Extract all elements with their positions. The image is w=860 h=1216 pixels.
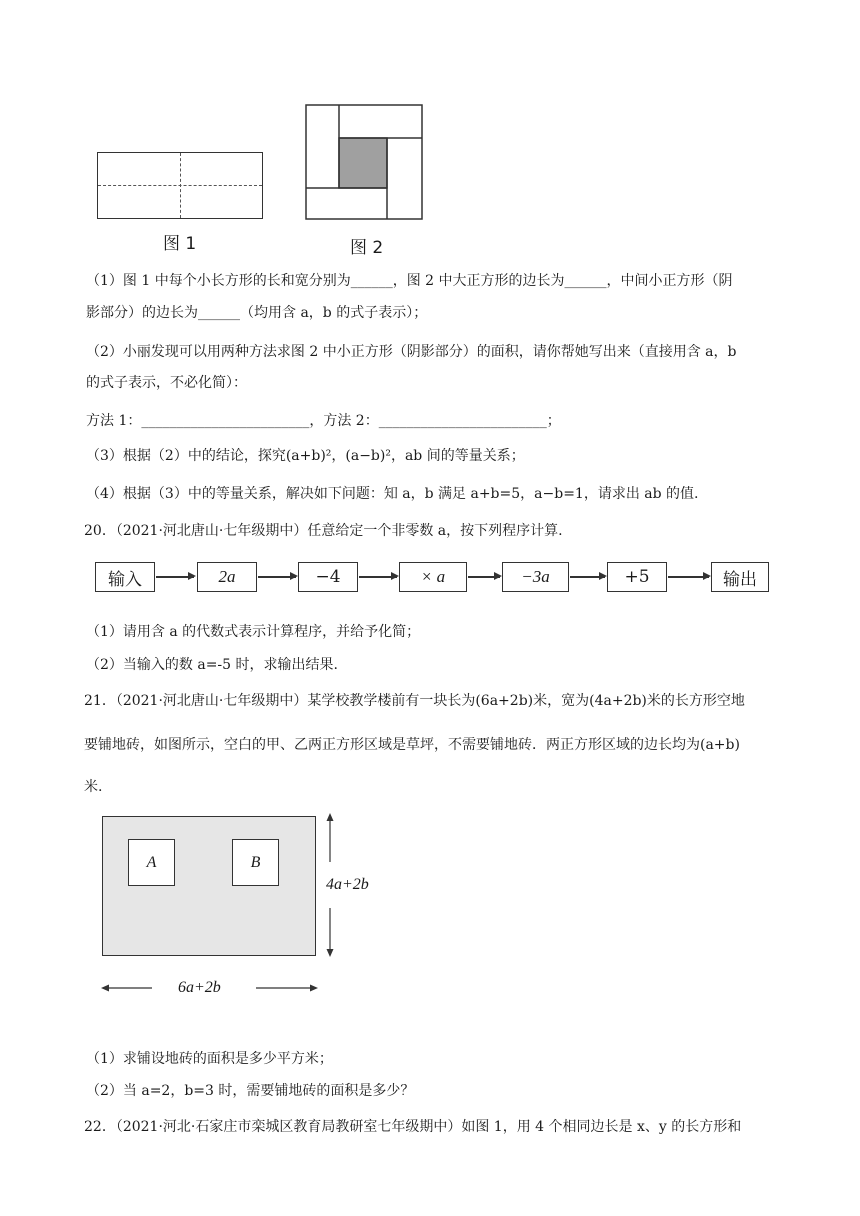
figure-1-dashed-horizontal	[98, 185, 262, 186]
lawn-square-a	[128, 839, 175, 886]
q21-line2: 要铺地砖，如图所示，空白的甲、乙两正方形区域是草坪，不需要铺地砖．两正方形区域的边长均为(a+b)	[84, 737, 740, 753]
q19-part4: （4）根据（3）中的等量关系，解决如下问题：知 a，b 满足 a+b=5，a−b=1，请求出 ab 的值.	[86, 486, 699, 502]
q21-part2: （2）当 a=2，b=3 时，需要铺地砖的面积是多少？	[86, 1083, 415, 1099]
flow-arrow	[156, 576, 194, 578]
flow-step-2a: 2a	[197, 562, 257, 592]
q21-line1: 21．（2021·河北唐山·七年级期中）某学校教学楼前有一块长为(6a+2b)米，宽为(4a+2b)米的长方形空地	[84, 693, 745, 709]
flow-arrow	[468, 576, 500, 578]
q22-line1: 22．（2021·河北·石家庄市栾城区教育局教研室七年级期中）如图 1，用 4 个相同边长是 x、y 的长方形和	[84, 1119, 742, 1135]
q21-part1: （1）求铺设地砖的面积是多少平方米；	[86, 1051, 333, 1067]
width-label: 6a+2b	[178, 979, 221, 996]
q21-line3: 米.	[84, 779, 103, 795]
q20-title: 20．（2021·河北唐山·七年级期中）任意给定一个非零数 a，按下列程序计算.	[84, 523, 563, 539]
flow-step-minus4: −4	[298, 562, 358, 592]
flow-step-times-a: × a	[399, 562, 467, 592]
flow-arrow	[570, 576, 605, 578]
flow-output-box: 输出	[711, 562, 769, 592]
figure-1	[97, 152, 263, 219]
flow-arrow	[668, 576, 709, 578]
figure-2	[305, 104, 423, 220]
figure-1-caption: 图 1	[163, 234, 197, 254]
q19-part1-line1: （1）图 1 中每个小长方形的长和宽分别为______，图 2 中大正方形的边长为______，中间小正方形（阴	[86, 273, 733, 289]
flow-input-box: 输入	[95, 562, 155, 592]
flow-arrow	[359, 576, 397, 578]
flow-arrow	[258, 576, 296, 578]
q19-part2-line3: 方法 1：________________________，方法 2：________________________；	[86, 413, 561, 429]
flow-step-minus3a: −3a	[502, 562, 569, 592]
lawn-square-b	[232, 839, 279, 886]
height-label: 4a+2b	[326, 876, 369, 893]
tiled-field-rectangle	[102, 816, 316, 956]
figure-2-caption: 图 2	[350, 238, 384, 258]
q19-part1-line2: 影部分）的边长为______（均用含 a，b 的式子表示）；	[86, 305, 428, 321]
q20-part2: （2）当输入的数 a=-5 时，求输出结果.	[86, 657, 338, 673]
q20-part1: （1）请用含 a 的代数式表示计算程序，并给予化简；	[86, 624, 421, 640]
figure-2-shaded-square	[339, 138, 387, 188]
lawn-a-label: A	[146, 853, 157, 871]
q19-part3: （3）根据（2）中的结论，探究(a+b)²，(a−b)²，ab 间的等量关系；	[86, 448, 525, 464]
q19-part2-line2: 的式子表示，不必化简）：	[86, 375, 247, 391]
lawn-b-label: B	[250, 853, 261, 871]
q19-part2-line1: （2）小丽发现可以用两种方法求图 2 中小正方形（阴影部分）的面积，请你帮她写出来（直接用含 a，b	[86, 344, 737, 360]
flow-step-plus5: +5	[607, 562, 667, 592]
